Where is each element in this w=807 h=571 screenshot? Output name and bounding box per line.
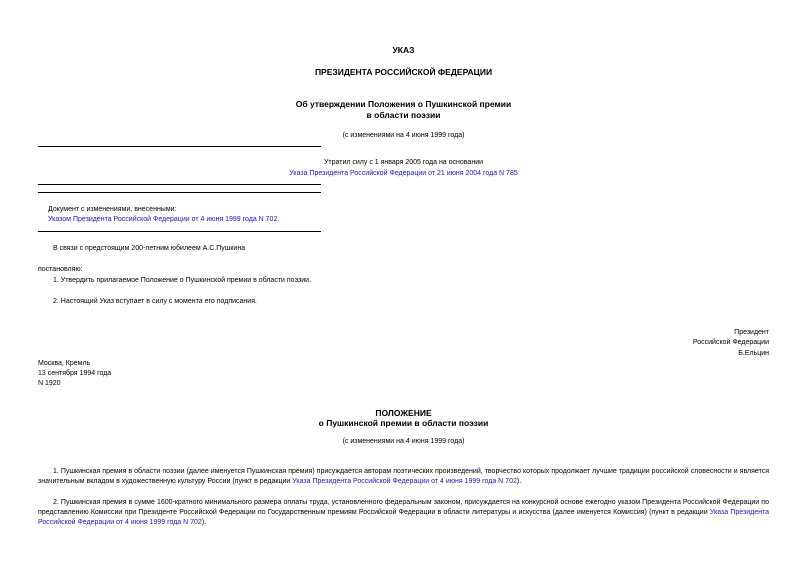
regulation-paragraph-1 [38,467,769,487]
paragraph-text: 2. Пушкинская премия в сумме 1600-кратного минимального размера оплаты труда, установленного федеральным законом, присуждается на конкурсной основе ежегодно указом Президента Российской Федерации по представлению Комиссии при Президенте Российской Федерации по Государственным премиям Российской Федерации в области литературы и искусства (далее именуется Комиссия) (пункт в редакции [38,499,769,516]
paragraph-end: ). [516,478,522,485]
decree-item-1: 1. Утвердить прилагаемое Положение о Пушкинской премии в области поэзии. [53,277,312,284]
regulation-subtitle: о Пушкинской премии в области поэзии [318,418,489,428]
decree-amendments-note: (с изменениями на 4 июня 1999 года) [342,132,465,139]
signature-title: Президент [734,329,769,336]
paragraph-2-link[interactable]: Указа Президента Российской Федерации от 4 июня 1999 года N 702 [38,509,769,526]
decree-subject-line1: Об утверждении Положения о Пушкинской премии [295,99,512,109]
paragraph-end: ). [201,519,207,526]
signing-place: Москва, Кремль [38,360,91,367]
status-link-row [0,169,807,178]
changes-link-row [48,215,279,224]
status-note: Утратил силу с 1 января 2005 года на основании [323,159,484,166]
signature-name: Б.Ельцин [738,350,769,357]
signing-date: 13 сентября 1994 года [38,370,112,377]
amending-decree-link[interactable]: Указом Президента Российской Федерации от 4 июня 1999 года N 702 [48,216,278,223]
regulation-amendments-note: (с изменениями на 4 июня 1999 года) [342,438,465,445]
resolve-word: постановляю: [38,266,83,273]
divider [38,146,321,147]
decree-number: N 1920 [38,380,61,387]
decree-issuer: ПРЕЗИДЕНТА РОССИЙСКОЙ ФЕДЕРАЦИИ [314,67,493,77]
decree-item-2: 2. Настоящий Указ вступает в силу с момента его подписания. [53,298,257,305]
paragraph-1-link[interactable]: Указа Президента Российской Федерации от 4 июня 1999 года N 702 [292,478,517,485]
paragraph-text: 1. Пушкинская премия в области поэзии (далее именуется Пушкинская премия) присуждается авторам поэтических произведений, творчество которых продолжает лучшие традиции российской словесности и является значительным вкладом в художественную культуру России (пункт в редакции [38,468,769,485]
decree-title: УКАЗ [392,45,415,55]
changes-label: Документ с изменениями, внесенными: [48,206,177,213]
preamble: В связи с предстоящим 200-летним юбилеем А.С.Пушкина [53,245,246,252]
changes-link-suffix: . [277,216,280,223]
divider [38,192,321,193]
repeal-decree-link[interactable]: Указа Президента Российской Федерации от 21 июня 2004 года N 785 [289,170,518,177]
divider [38,184,321,185]
regulation-paragraph-2 [38,498,769,528]
divider [38,231,321,232]
regulation-title: ПОЛОЖЕНИЕ [375,408,432,418]
decree-subject-line2: в области поэзии [366,110,441,120]
signature-title-2: Российской Федерации [692,339,769,346]
